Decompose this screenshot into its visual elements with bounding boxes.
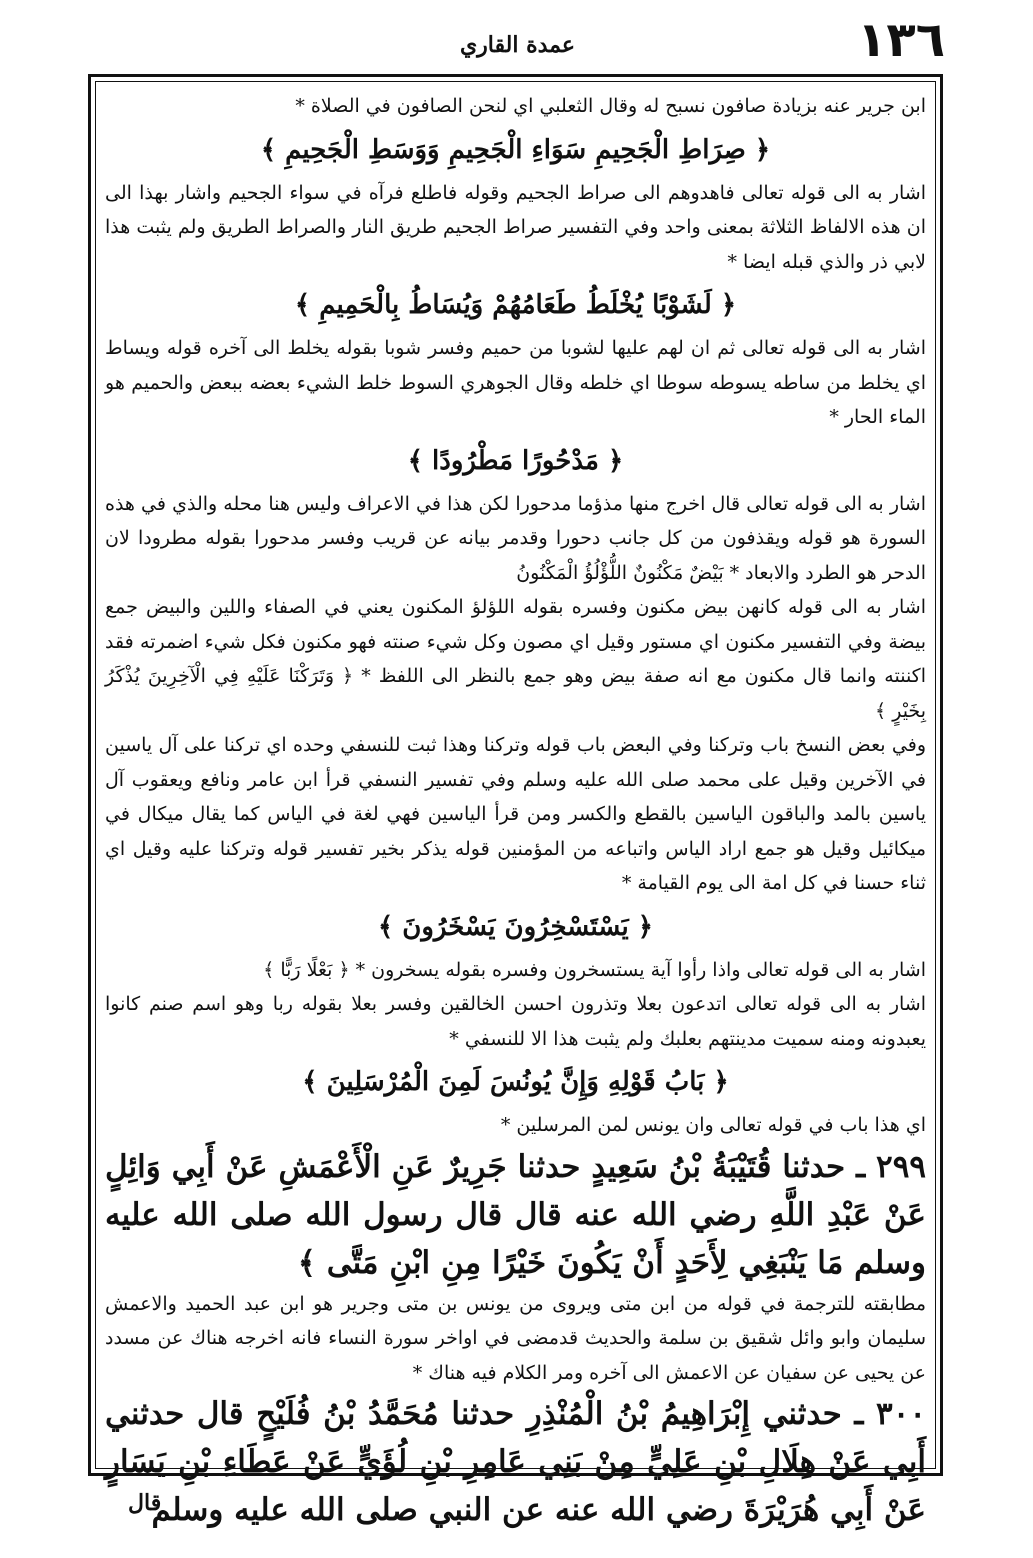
commentary-paragraph: اشار به الى قوله تعالى فاهدوهم الى صراط الجحيم وقوله فاطلع فرآه في سواء الجحيم واشار بهذا الى ان هذه الالفاظ الثلاثة بمعنى واحد وفي التفسير صراط الجحيم طريق النار والصراط الطريق ولم يثبت هذا لابي ذر والذي قبله ايضا * [105, 181, 926, 273]
commentary-paragraph: اشار به الى قوله تعالى واذا رأوا آية يستسخرون وفسره بقوله يسخرون * ﴿ بَعْلًا رَبًّا ﴾ [263, 958, 926, 981]
commentary-paragraph: ابن جرير عنه بزيادة صافون نسبح له وقال الثعلبي اي لنحن الصافون في الصلاة * [295, 95, 926, 117]
hadith-text: ٢٩٩ ـ حدثنا قُتَيْبَةُ بْنُ سَعِيدٍ حدثنا جَرِيرٌ عَنِ الْأَعْمَشِ عَنْ أَبِي وَائِلٍ عَنْ عَبْدِ اللَّهِ رضي الله عنه قال قال رسول الله صلى الله عليه وسلم مَا يَنْبَغِي لِأَحَدٍ أَنْ يَكُونَ خَيْرًا مِنِ ابْنِ مَتَّى ﴾ [105, 1148, 926, 1281]
commentary-paragraph: اشار به الى قوله كانهن بيض مكنون وفسره بقوله اللؤلؤ المكنون يعني في الصفاء واللين والبيض جمع بيضة وفي التفسير مكنون اي مستور وقيل اي مصون وكل شيء صنته فهو مكنون فكل شيء اضمرته فقد اكننته وانما قال مكنون مع انه صفة بيض وهو جمع بالنظر الى اللفظ * ﴿ وَتَرَكْنَا عَلَيْهِ فِي الْآخِرِينَ يُذْكَرُ بِخَيْرٍ ﴾ [105, 596, 926, 722]
section-heading: ﴿ مَدْحُورًا مَطْرُودًا ﴾ [407, 445, 624, 476]
main-text [105, 89, 926, 1528]
commentary-paragraph: اي هذا باب في قوله تعالى وان يونس لمن المرسلين * [500, 1114, 926, 1136]
commentary-paragraph: مطابقته للترجمة في قوله من ابن متى ويروى من يونس بن متى وجرير هو ابن عبد الحميد والاعمش سليمان وابو وائل شقيق بن سلمة والحديث قدمضى في اواخر سورة النساء فانه اخرجه هناك عن مسدد عن يحيى عن سفيان عن الاعمش الى آخره ومر الكلام فيه هناك * [105, 1292, 926, 1384]
page-number: ١٣٦ [857, 12, 945, 68]
commentary-paragraph: وفي بعض النسخ باب وتركنا وفي البعض باب قوله وتركنا وهذا ثبت للنسفي وحده اي تركنا على آل ياسين في الآخرين وقيل على محمد صلى الله عليه وسلم وفي تفسير النسفي قرأ ابن عامر ونافع ويعقوب آل ياسين بالمد والباقون الياسين بالقطع والكسر ومن قرأ الياسين فهي لغة في الياس كما يقال ميكال في ميكائيل وقيل هو جمع اراد الياس واتباعه من المؤمنين قوله يذكر بخير تفسير قوله وتركنا عليه وقيل اي ثناء حسنا في كل امة الى يوم القيامة * [105, 734, 926, 894]
commentary-paragraph: اشار به الى قوله تعالى قال اخرج منها مذؤما مدحورا لكن هذا في الاعراف وليس هنا محله والذي في هذه السورة هو قوله ويقذفون من كل جانب دحورا وقدمر بيانه عن قريب وفسر مدحورا بقوله مطرودا لان الدحر هو الطرد والابعاد * بَيْضٌ مَكْنُونٌ اللُّؤْلُؤُ الْمَكْنُونُ [105, 492, 926, 584]
section-heading: ﴿ صِرَاطِ الْجَحِيمِ سَوَاءِ الْجَحِيمِ وَوَسَطِ الْجَحِيمِ ﴾ [260, 134, 771, 165]
section-heading: ﴿ بَابُ قَوْلِهِ وَإِنَّ يُونُسَ لَمِنَ الْمُرْسَلِينَ ﴾ [302, 1067, 729, 1097]
catchword: قال [128, 1490, 162, 1516]
section-heading: ﴿ يَسْتَسْخِرُونَ يَسْخَرُونَ ﴾ [377, 911, 654, 942]
hadith-text: ٣٠٠ ـ حدثني إِبْرَاهِيمُ بْنُ الْمُنْذِرِ حدثنا مُحَمَّدُ بْنُ فُلَيْحٍ قال حدثني أَبِي عَنْ هِلَالِ بْنِ عَلِيٍّ مِنْ بَنِي عَامِرِ بْنِ لُؤَيٍّ عَنْ عَطَاءِ بْنِ يَسَارٍ عَنْ أَبِي هُرَيْرَةَ رضي الله عنه عن النبي صلى الله عليه وسلم [105, 1396, 926, 1528]
section-heading: ﴿ لَشَوْبًا يُخْلَطُ طَعَامُهُمْ وَيُسَاطُ بِالْحَمِيمِ ﴾ [294, 290, 737, 320]
commentary-paragraph: اشار به الى قوله تعالى ثم ان لهم عليها لشوبا من حميم وفسر شوبا بقوله يخلط الى آخره قوله ويساط اي يخلط من ساطه يسوطه سوطا اي خلطه وقال الجوهري السوط خلط الشيء بعضه ببعض والحميم هو الماء الحار * [105, 337, 926, 428]
page-header [90, 12, 945, 70]
book-title: عمدة القاري [459, 32, 576, 58]
commentary-paragraph: اشار به الى قوله تعالى اتدعون بعلا وتذرون احسن الخالقين وفسر بعلا بقوله ربا وهو اسم صنم كانوا يعبدونه ومنه سميت مدينتهم بعلبك ولم يثبت هذا الا للنسفي * [105, 993, 926, 1050]
page-frame [88, 74, 943, 1528]
